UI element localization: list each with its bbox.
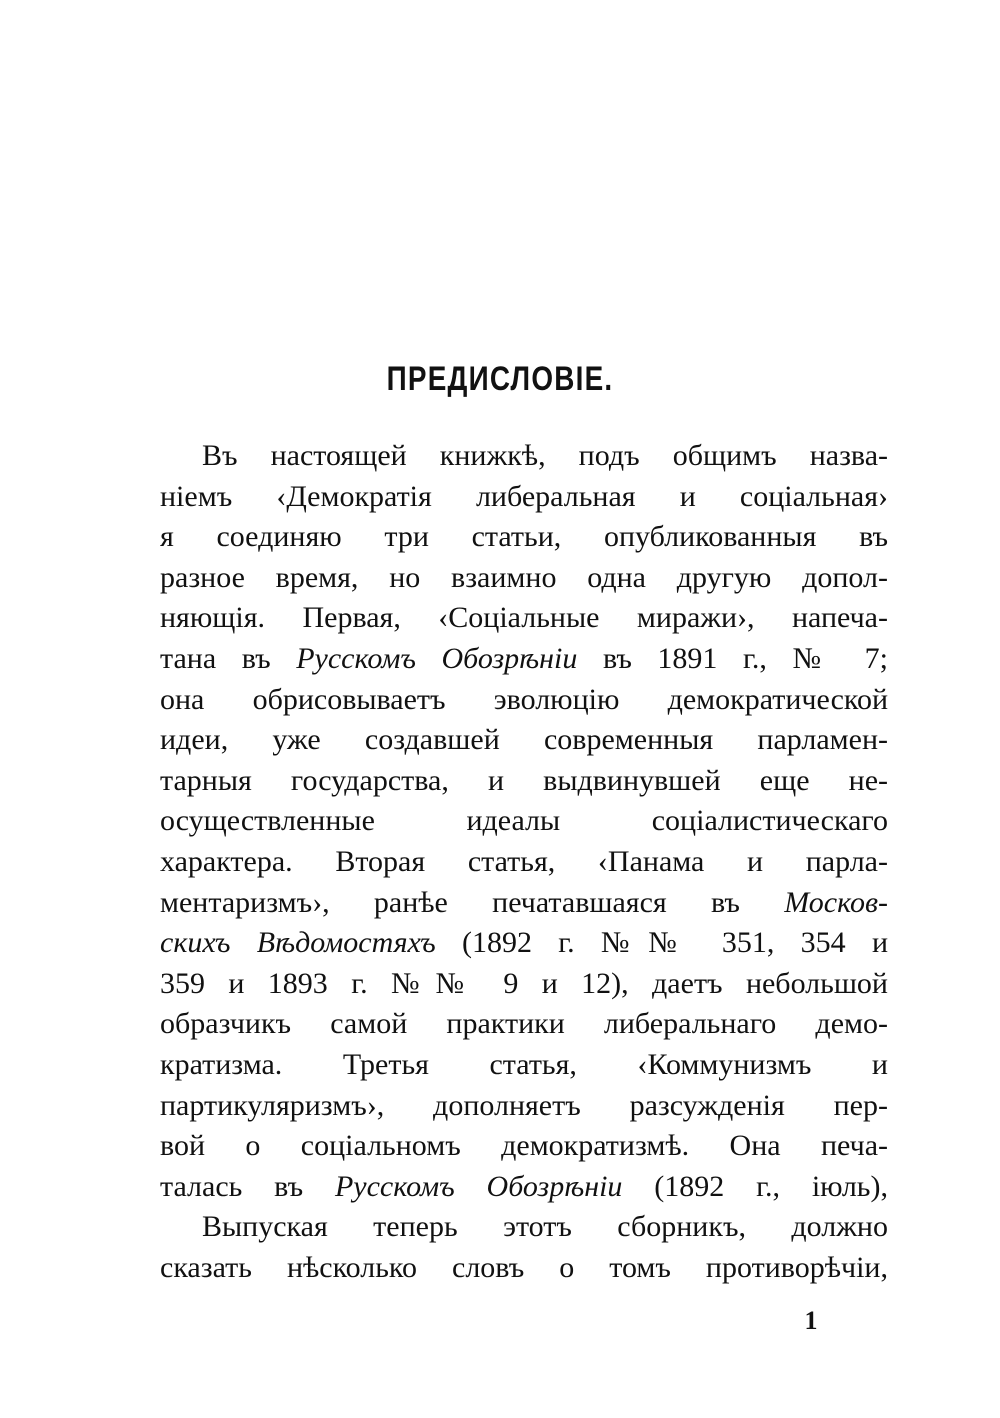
text-line: она обрисовываетъ эволюцію демократической [160,682,888,716]
text-line [160,1167,888,1208]
text-line: идеи, уже создавшей современныя парламен- [160,723,888,757]
text-line: Въ настоящей книжкѣ, подъ общимъ назва- [202,439,888,472]
text-line: характера. Вторая статья, ‹Панама и парла- [160,844,888,878]
preface-text [160,436,888,1288]
text-line: няющія. Первая, ‹Соціальные миражи›, напеча- [160,601,888,635]
text-line: сказать нѣсколько словъ о томъ противорѣчіи, [160,1250,888,1284]
text-line [160,923,888,964]
text-line: Выпуская теперь этотъ сборникъ, должно [202,1210,888,1244]
text-line [160,883,888,924]
text-line-italic-title: Русскомъ Обозрѣніи [334,1169,623,1203]
text-line-italic-title: Русскомъ Обозрѣніи [296,641,578,675]
text-line [160,639,888,680]
text-line-plain-start: тана въ [160,641,297,675]
text-line-italic-title: Москов- [784,885,888,919]
text-line: образчикъ самой практики либеральнаго демо- [160,1007,888,1041]
text-line-plain-end: (1892 г., іюль), [622,1169,888,1203]
page-number: 1 [804,1306,818,1335]
text-line-plain-end: (1892 г. №№ 351, 354 и [435,926,888,960]
text-line-plain-end: въ 1891 г., № 7; [577,641,889,675]
text-line-plain-start: ментаризмъ›, ранѣе печатавшаяся въ [160,885,785,919]
text-line: тарныя государства, и выдвинувшей еще не- [160,763,888,797]
text-line: я соединяю три статьи, опубликованныя въ [160,520,888,554]
text-line-plain-start: талась въ [160,1169,335,1203]
text-line: осуществленные идеалы соціалистическаго [160,804,888,838]
page-title: ПРЕДИСЛОВІЕ. [386,360,614,398]
text-line-italic-title: скихъ Вѣдомостяхъ [160,926,436,960]
text-line: разное время, но взаимно одна другую допол- [160,560,888,594]
text-line: партикуляризмъ›, дополняетъ разсужденія пер- [160,1088,888,1122]
text-line: вой о соціальномъ демократизмѣ. Она печа- [160,1129,888,1163]
text-line: ніемъ ‹Демократія либеральная и соціальная› [160,479,888,513]
text-line: 359 и 1893 г. №№ 9 и 12), даетъ небольшой [160,966,888,1000]
text-line: кратизма. Третья статья, ‹Коммунизмъ и [160,1047,888,1081]
